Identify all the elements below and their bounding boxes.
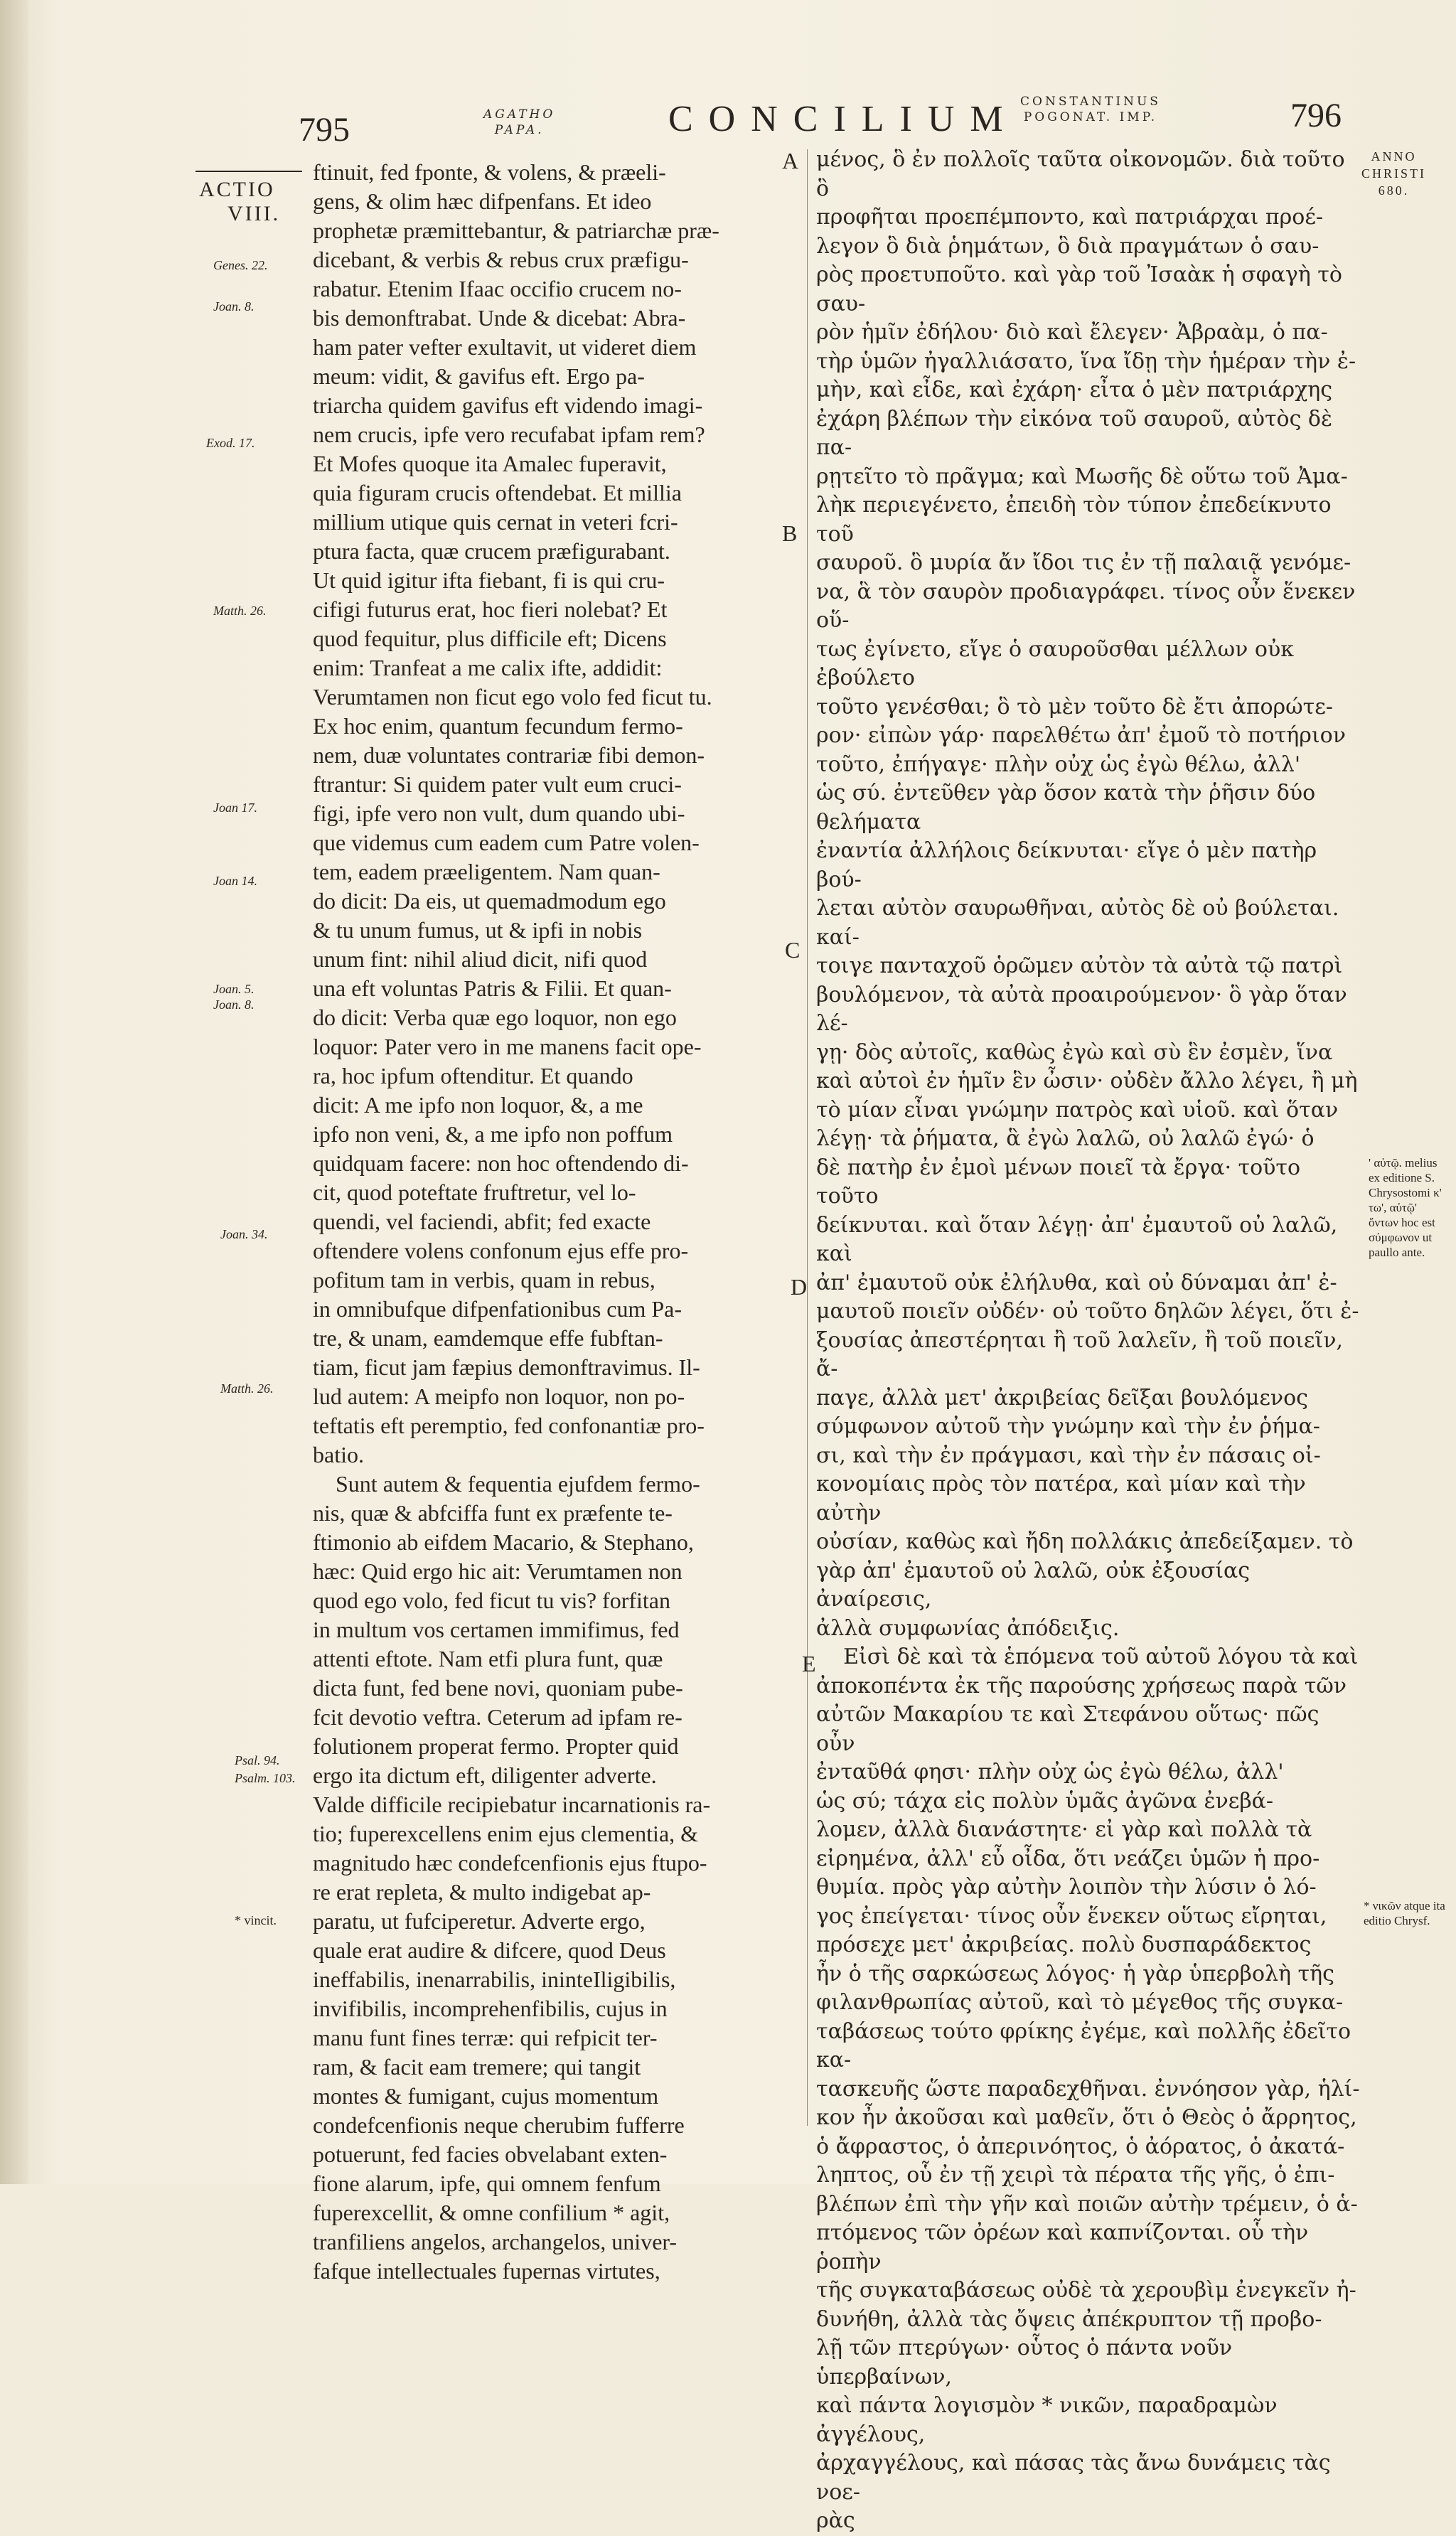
- text-line: ergo ita dictum eft, diligenter adverte.: [313, 1762, 657, 1788]
- header-title: CONCILIUM: [668, 99, 1019, 139]
- text-line: τως ἐγίνετο, εἴγε ὁ σαυροῦσθαι μέλλων οὐκ ἐβούλετο: [816, 636, 1301, 690]
- page-number-left: 795: [299, 111, 350, 149]
- text-line: λεται αὐτὸν σαυρωθῆναι, αὐτὸς δὲ οὐ βούλεται. καί-: [816, 896, 1347, 950]
- text-line: ram, & facit eam tremere; qui tangit: [313, 2054, 641, 2080]
- text-line: Ut quid igitur ifta fiebant, fi is qui cru-: [313, 567, 665, 593]
- text-line: dicta funt, fed bene novi, quoniam pube-: [313, 1675, 683, 1701]
- anno-word: ANNO: [1371, 149, 1417, 164]
- text-line: in omnibufque difpenfationibus cum Pa-: [313, 1296, 682, 1322]
- header-pogonat: POGONAT. IMP.: [1023, 110, 1158, 124]
- section-letter-d: D: [791, 1274, 808, 1300]
- text-line: potuerunt, fed facies obvelabant exten-: [313, 2141, 668, 2167]
- text-line: condefcenfionis neque cherubim fufferre: [313, 2112, 685, 2138]
- text-line: δείκνυται. καὶ ὅταν λέγῃ· ἀπ' ἐμαυτοῦ οὐ λαλῶ, καὶ: [816, 1212, 1344, 1266]
- text-line: prophetæ præmittebantur, & patriarchæ præ-: [313, 218, 719, 243]
- text-line: τοιγε πανταχοῦ ὁρῶμεν αὐτὸν τὰ αὐτὰ τῷ πατρὶ: [816, 953, 1343, 978]
- text-line: do dicit: Verba quæ ego loquor, non ego: [313, 1005, 677, 1030]
- text-line: κον ἦν ἀκοῦσαι καὶ μαθεῖν, ὅτι ὁ Θεὸς ὁ ἄρρητος,: [816, 2105, 1357, 2130]
- text-line: dicebant, & verbis & rebus crux præfigu-: [313, 247, 689, 272]
- margin-ref: Genes. 22.: [213, 258, 268, 272]
- text-line: folutionem properat fermo. Propter quid: [313, 1733, 679, 1759]
- text-line: loquor: Pater vero in me manens facit ope-: [313, 1034, 702, 1059]
- text-line: fuperexcellit, & omne confilium * agit,: [313, 2200, 670, 2225]
- text-line: tranfiliens angelos, archangelos, univer-: [313, 2229, 678, 2254]
- text-line: que videmus cum eadem cum Patre volen-: [313, 830, 700, 855]
- text-line: rabatur. Etenim Ifaac occifio crucem no-: [313, 276, 682, 301]
- text-line: θυμία. πρὸς γὰρ αὐτὴν λοιπὸν τὴν λύσιν ὁ λό-: [816, 1875, 1317, 1900]
- text-line: nem, duæ voluntates contrariæ fibi demon-: [313, 742, 705, 768]
- text-line: δὲ πατὴρ ἐν ἐμοὶ μένων ποιεῖ τὰ ἔργα· τοῦτο τοῦτο: [816, 1155, 1307, 1209]
- margin-ref: Joan. 8.: [213, 997, 255, 1012]
- text-line: δυνήθη, ἀλλὰ τὰς ὄψεις ἀπέκρυπτον τῇ προβο-: [816, 2306, 1322, 2332]
- text-line: ὡς σύ; τάχα εἰς πολὺν ὑμᾶς ἀγῶνα ἐνεβά-: [816, 1788, 1274, 1814]
- text-line: millium utique quis cernat in veteri fcri-: [313, 509, 678, 535]
- text-line: αὐτῶν Μακαρίου τε καὶ Στεφάνου οὕτως· πῶς οὖν: [816, 1702, 1326, 1756]
- text-line: tio; fuperexcellens enim ejus clementia, &: [313, 1821, 699, 1846]
- text-line: τοῦτο, ἐπήγαγε· πλὴν οὐχ ὡς ἐγὼ θέλω, ἀλλ': [816, 751, 1301, 777]
- anno-year: 680.: [1378, 183, 1410, 198]
- text-line: montes & fumigant, cujus momentum: [313, 2083, 659, 2109]
- text-line: προφῆται προεπέμποντο, καὶ πατριάρχαι προέ-: [816, 205, 1324, 230]
- header-rule: [196, 171, 302, 172]
- text-line: ἐνταῦθά φησι· πλὴν οὐχ ὡς ἐγὼ θέλω, ἀλλ': [816, 1760, 1284, 1785]
- column-divider: [807, 149, 808, 2126]
- text-line: hæc: Quid ergo hic ait: Verumtamen non: [313, 1558, 682, 1584]
- margin-ref: Joan 14.: [213, 874, 257, 888]
- text-line: quod ego volo, fed ficut tu vis? forfitan: [313, 1588, 670, 1613]
- section-letter-a: A: [782, 148, 799, 173]
- actio-word: ACTIO: [199, 178, 275, 201]
- text-line: manu funt fines terræ: qui refpicit ter-: [313, 2025, 658, 2050]
- text-line: invifibilis, incomprehenfibilis, cujus in: [313, 1996, 668, 2021]
- text-line: κονομίαις πρὸς τὸν πατέρα, καὶ μίαν καὶ τὴν αὐτὴν: [816, 1472, 1313, 1526]
- margin-ref: Psal. 94.: [235, 1753, 280, 1767]
- text-line: bis demonftrabat. Unde & dicebat: Abra-: [313, 305, 686, 331]
- text-line: να, ἃ τὸν σαυρὸν προδιαγράφει. τίνος οὖν ἕνεκεν οὕ-: [816, 579, 1362, 633]
- actio-label: [199, 178, 280, 226]
- text-line: ἐναντία ἀλλήλοις δείκνυται· εἴγε ὁ μὲν πατὴρ βού-: [816, 838, 1324, 892]
- text-line: cifigi futurus erat, hoc fieri nolebat? Et: [313, 596, 668, 622]
- text-line: βλέπων ἐπὶ τὴν γῆν καὶ ποιῶν αὐτὴν τρέμειν, ὁ ἁ-: [816, 2191, 1358, 2217]
- text-line: Et Mofes quoque ita Amalec fuperavit,: [313, 451, 667, 476]
- text-line: ἐχάρη βλέπων τὴν εἰκόνα τοῦ σαυροῦ, αὐτὸς δὲ πα-: [816, 406, 1339, 460]
- text-line: λῇ τῶν πτερύγων· οὗτος ὁ πάντα νοῦν ὑπερβαίνων,: [816, 2336, 1239, 2390]
- text-line: ὁ ἄφραστος, ὁ ἀπερινόητος, ὁ ἀόρατος, ὁ ἀκατά-: [816, 2134, 1345, 2159]
- text-line: ταβάσεως τούτο φρίκης ἐγέμε, καὶ πολλῆς ἐδεῖτο κα-: [816, 2018, 1358, 2072]
- text-line: tre, & unam, eamdemque effe fubftan-: [313, 1325, 663, 1351]
- text-line: γος ἐπείγεται· τίνος οὖν ἕνεκεν οὕτως εἴρηται,: [816, 1903, 1327, 1929]
- text-line: ληπτος, οὗ ἐν τῇ χειρὶ τὰ πέρατα τῆς γῆς, ὁ ἐπι-: [816, 2163, 1335, 2188]
- text-line: ἦν ὁ τῆς σαρκώσεως λόγος· ἡ γὰρ ὑπερβολὴ τῆς: [816, 1961, 1334, 1986]
- text-line: τασκευῆς ὥστε παραδεχθῆναι. ἐννόησον γὰρ, ἡλί-: [816, 2076, 1360, 2102]
- text-line: ftimonio ab eifdem Macario, & Stephano,: [313, 1529, 694, 1555]
- text-line: re erat repleta, & multo indigebat ap-: [313, 1879, 651, 1905]
- text-line: una eft voluntas Patris & Filii. Et quan-: [313, 975, 672, 1001]
- text-line: τὸ μίαν εἶναι γνώμην πατρὸς καὶ υἱοῦ. καὶ ὅταν: [816, 1097, 1339, 1123]
- text-line: φιλανθρωπίας αὐτοῦ, καὶ τὸ μέγεθος τῆς συγκα-: [816, 1990, 1344, 2015]
- text-line: unum fint: nihil aliud dicit, nifi quod: [313, 946, 648, 972]
- text-line: γῃ· δὸς αὐτοῖς, καθὼς ἐγὼ καὶ σὺ ἓν ἐσμὲν, ἵνα: [816, 1039, 1333, 1065]
- text-line: μένος, ὃ ἐν πολλοῖς ταῦτα οἰκονομῶν. διὰ τοῦτο ὃ: [816, 147, 1352, 201]
- header-constantinus: CONSTANTINUS: [1020, 95, 1161, 109]
- text-line: παγε, ἀλλὰ μετ' ἀκριβείας δεῖξαι βουλόμενος: [816, 1385, 1308, 1411]
- text-line: Valde difficile recipiebatur incarnationis ra-: [313, 1792, 711, 1817]
- text-line: Sunt autem & fequentia ejufdem fermo-: [313, 1471, 700, 1497]
- text-line: πτόμενος τῶν ὀρέων καὶ καπνίζονται. οὗ τὴν ῥοπὴν: [816, 2220, 1315, 2274]
- text-line: ham pater vefter exultavit, ut videret diem: [313, 334, 697, 360]
- text-line: oftendere volens confonum ejus effe pro-: [313, 1238, 689, 1263]
- text-line: Verumtamen non ficut ego volo fed ficut tu.: [313, 684, 712, 710]
- section-letter-b: B: [782, 520, 798, 546]
- anno-label: [1361, 148, 1426, 199]
- text-line: nis, quæ & abfciffa funt ex præfente te-: [313, 1500, 673, 1526]
- text-line: ἀρχαγγέλους, καὶ πάσας τὰς ἄνω δυνάμεις τὰς νοε-: [816, 2451, 1338, 2505]
- text-line: λομεν, ἀλλὰ διανάστητε· εἰ γὰρ καὶ πολλὰ τὰ: [816, 1817, 1312, 1842]
- text-line: quia figuram crucis oftendebat. Et millia: [313, 480, 682, 505]
- margin-ref: Joan. 34.: [220, 1227, 268, 1241]
- text-line: quale erat audire & difcere, quod Deus: [313, 1937, 666, 1963]
- text-line: batio.: [313, 1442, 364, 1467]
- section-letter-e: E: [802, 1651, 816, 1676]
- text-line: λέγῃ· τὰ ῥήματα, ἃ ἐγὼ λαλῶ, οὐ λαλῶ ἐγώ· ὁ: [816, 1126, 1315, 1151]
- text-line: σι, καὶ τὴν ἐν πράγμασι, καὶ τὴν ἐν πάσαις οἰ-: [816, 1443, 1321, 1468]
- header-right-small: [1020, 94, 1161, 125]
- page-number-right: 796: [1290, 97, 1342, 134]
- text-line: ftrantur: Si quidem pater vult eum cruci-: [313, 771, 682, 797]
- text-line: nem crucis, ipfe vero recufabat ipfam rem?: [313, 422, 705, 447]
- text-line: ρον· εἰπὼν γάρ· παρελθέτω ἀπ' ἐμοῦ τὸ ποτήριον: [816, 723, 1346, 748]
- text-line: triarcha quidem gavifus eft videndo imagi-: [313, 392, 703, 418]
- text-line: ineffabilis, inenarrabilis, ininteIligibilis,: [313, 1967, 676, 1992]
- header-agatho: AGATHO: [483, 107, 556, 122]
- text-line: attenti eftote. Nam etfi plura funt, quæ: [313, 1646, 663, 1671]
- margin-ref: Joan. 5.: [213, 982, 255, 996]
- text-line: do dicit: Da eis, ut quemadmodum ego: [313, 888, 666, 914]
- text-line: cit, quod poteftate fruftretur, vel lo-: [313, 1179, 636, 1205]
- text-line: pofitum tam in verbis, quam in rebus,: [313, 1267, 655, 1293]
- header-left-small: [483, 107, 555, 138]
- greek-column: [816, 146, 1360, 2536]
- text-line: λεγον ὃ διὰ ῥημάτων, ὃ διὰ πραγμάτων ὁ σαυ-: [816, 233, 1320, 259]
- christi-word: CHRISTI: [1361, 166, 1427, 181]
- text-line: ipfo non veni, &, a me ipfo non poffum: [313, 1121, 673, 1147]
- text-line: ἀπ' ἐμαυτοῦ οὐκ ἐλήλυθα, καὶ οὐ δύναμαι ἀπ' ἐ-: [816, 1270, 1337, 1295]
- text-line: τὴρ ὑμῶν ἠγαλλιάσατο, ἵνα ἴδῃ τὴν ἡμέραν τὴν ἐ-: [816, 348, 1356, 374]
- right-margin-note: * νικῶν atque ita editio Chrysf.: [1364, 1899, 1445, 1927]
- text-line: πρόσεχε μετ' ἀκριβείας. πολὺ δυσπαράδεκτος: [816, 1932, 1312, 1957]
- text-line: ρὸν ἡμῖν ἐδήλου· διὸ καὶ ἔλεγεν· Ἀβραὰμ, ὁ πα-: [816, 320, 1328, 345]
- text-line: σύμφωνον αὐτοῦ τὴν γνώμην καὶ τὴν ἐν ῥήμα-: [816, 1414, 1320, 1439]
- text-line: meum: vidit, & gavifus eft. Ergo pa-: [313, 363, 645, 389]
- text-line: & tu unum fumus, ut & ipfi in nobis: [313, 917, 643, 943]
- text-line: τῆς συγκαταβάσεως οὐδὲ τὰ χερουβὶμ ἐνεγκεῖν ἠ-: [816, 2278, 1356, 2303]
- text-line: magnitudo hæc condefcenfionis ejus ftupo-: [313, 1850, 707, 1876]
- text-line: σαυροῦ. ὃ μυρία ἄν ἴδοι τις ἐν τῇ παλαιᾷ γενόμε-: [816, 550, 1351, 575]
- text-line: οὐσίαν, καθὼς καὶ ἤδη πολλάκις ἀπεδείξαμεν. τὸ: [816, 1529, 1354, 1554]
- text-line: ρῃτεῖτο τὸ πρᾶγμα; καὶ Μωσῆς δὲ οὕτω τοῦ Ἀμα-: [816, 464, 1348, 489]
- text-line: γὰρ ἀπ' ἐμαυτοῦ οὐ λαλῶ, οὐκ ἐξουσίας ἀναίρεσις,: [816, 1558, 1257, 1612]
- text-line: tem, eadem præeligentem. Nam quan-: [313, 859, 660, 884]
- text-line: in multum vos certamen immifimus, fed: [313, 1617, 680, 1642]
- text-line: ἀποκοπέντα ἐκ τῆς παρούσης χρήσεως παρὰ τῶν: [816, 1673, 1347, 1698]
- margin-ref: Joan. 8.: [213, 299, 255, 314]
- text-line: ρὸς προετυποῦτο. καὶ γὰρ τοῦ Ἰσαὰκ ἡ σφαγὴ τὸ σαυ-: [816, 262, 1349, 316]
- section-letter-c: C: [785, 937, 801, 963]
- text-line: gens, & olim hæc difpenfans. Et ideo: [313, 188, 652, 214]
- text-line: dicit: A me ipfo non loquor, &, a me: [313, 1092, 643, 1118]
- text-line: figi, ipfe vero non vult, dum quando ubi-: [313, 801, 685, 826]
- margin-ref: Exod. 17.: [206, 436, 255, 450]
- actio-number: VIII.: [228, 202, 281, 225]
- text-line: ὡς σύ. ἐντεῦθεν γὰρ ὅσον κατὰ τὴν ῥῆσιν δύο θελήματα: [816, 781, 1322, 835]
- text-line: καὶ πάντα λογισμὸν * νικῶν, παραδραμὼν ἀγγέλους,: [816, 2393, 1285, 2447]
- text-line: καὶ αὐτοὶ ἐν ἡμῖν ἓν ὦσιν· οὐδὲν ἄλλο λέγει, ἢ μὴ: [816, 1069, 1358, 1093]
- text-line: ftinuit, fed fponte, & volens, & præeli-: [313, 159, 666, 185]
- text-line: τοῦτο γενέσθαι; ὃ τὸ μὲν τοῦτο δὲ ἔτι ἀπορώτε-: [816, 694, 1333, 719]
- latin-column: [313, 158, 778, 2286]
- right-margin-note: ' αὐτῷ. melius ex editione S. Chrysostomi κ' τω', αὐτῷ' ὄντων hoc est σύμφωνον ut paullo ante.: [1369, 1156, 1442, 1259]
- margin-ref: Matth. 26.: [213, 604, 267, 618]
- text-line: ra, hoc ipfum oftenditur. Et quando: [313, 1063, 633, 1088]
- text-line: quendi, vel faciendi, abfit; fed exacte: [313, 1209, 651, 1234]
- text-line: teftatis eft peremptio, fed confonantiæ pro-: [313, 1413, 705, 1438]
- text-line: paratu, ut fufciperetur. Adverte ergo,: [313, 1908, 646, 1934]
- text-line: quod fequitur, plus difficile eft; Dicens: [313, 626, 667, 651]
- text-line: λὴκ περιεγένετο, ἐπειδὴ τὸν τύπον ἐπεδείκνυτο τοῦ: [816, 493, 1339, 547]
- margin-ref: Matth. 26.: [220, 1381, 274, 1396]
- text-line: Εἰσὶ δὲ καὶ τὰ ἑπόμενα τοῦ αὐτοῦ λόγου τὰ καὶ: [816, 1644, 1359, 1669]
- text-line: enim: Tranfeat a me calix ifte, addidit:: [313, 655, 663, 680]
- text-line: εἰρημένα, ἀλλ' εὖ οἶδα, ὅτι νεάζει ὑμῶν ἡ προ-: [816, 1846, 1320, 1871]
- margin-ref: Psalm. 103.: [235, 1771, 296, 1785]
- text-line: μὴν, καὶ εἶδε, καὶ ἐχάρη· εἶτα ὁ μὲν πατριάρχης: [816, 378, 1333, 402]
- text-line: ξουσίας ἀπεστέρηται ἢ τοῦ λαλεῖν, ἢ τοῦ ποιεῖν, ἄ-: [816, 1327, 1350, 1381]
- text-line: ἀλλὰ συμφωνίας ἀπόδειξις.: [816, 1615, 1120, 1641]
- margin-ref: * vincit.: [235, 1913, 277, 1927]
- text-line: Ex hoc enim, quantum fecundum fermo-: [313, 713, 683, 739]
- text-line: fafque intellectuales fupernas virtutes,: [313, 2258, 660, 2284]
- text-line: μαυτοῦ ποιεῖν οὐδέν· οὐ τοῦτο δηλῶν λέγει, ὅτι ἐ-: [816, 1299, 1359, 1324]
- text-line: fcit devotio veftra. Ceterum ad ipfam re-: [313, 1704, 682, 1730]
- text-line: ρὰς: [816, 2508, 855, 2533]
- text-line: quidquam facere: non hoc oftendendo di-: [313, 1150, 689, 1176]
- text-line: ptura facta, quæ crucem præfigurabant.: [313, 538, 670, 564]
- text-line: lud autem: A meipfo non loquor, non po-: [313, 1384, 685, 1409]
- margin-ref: Joan 17.: [213, 801, 257, 815]
- header-papa: PAPA.: [494, 123, 545, 137]
- page-binding-edge: [0, 0, 28, 2184]
- text-line: fione alarum, ipfe, qui omnem fenfum: [313, 2171, 661, 2196]
- text-line: βουλόμενον, τὰ αὐτὰ προαιρούμενον· ὃ γὰρ ὅταν λέ-: [816, 982, 1354, 1036]
- text-line: tiam, ficut jam fæpius demonftravimus. Il-: [313, 1354, 700, 1380]
